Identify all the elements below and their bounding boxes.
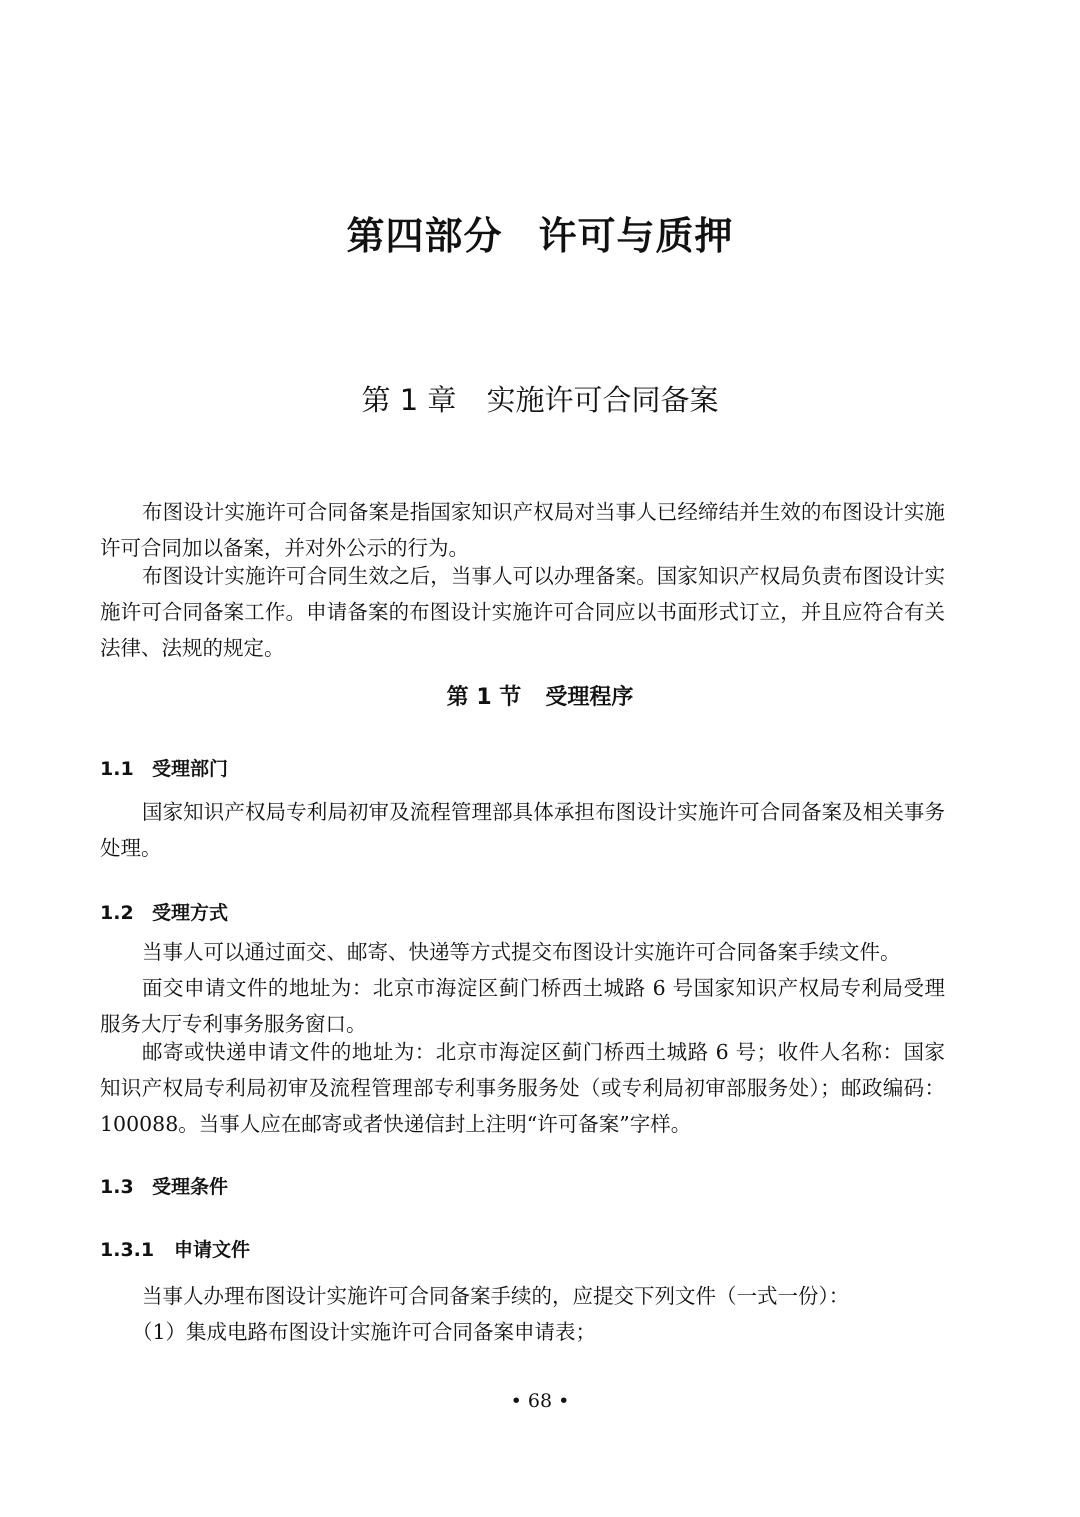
paragraph-1-3-1-1: 当事人办理布图设计实施许可合同备案手续的，应提交下列文件（一式一份）： xyxy=(142,1284,850,1308)
heading-number: 1.3.1 xyxy=(100,1239,155,1261)
heading-text: 受理方式 xyxy=(152,902,229,924)
heading-1-1 xyxy=(100,754,228,781)
chapter-title xyxy=(0,378,1080,419)
heading-number: 1.1 xyxy=(100,758,134,780)
section-title xyxy=(0,680,1080,711)
paragraph-1-2-3: 邮寄或快递申请文件的地址为：北京市海淀区蓟门桥西土城路 6 号；收件人名称：国家知识产权局专利局初审及流程管理部专利事务服务处（或专利局初审部服务处）；邮政编码：100088。当事人应在邮寄或者快递信封上注明“许可备案”字样。 xyxy=(100,1040,945,1136)
paragraph-1-2-1: 当事人可以通过面交、邮寄、快递等方式提交布图设计实施许可合同备案手续文件。 xyxy=(142,940,901,964)
heading-text: 受理条件 xyxy=(152,1176,229,1198)
heading-number: 1.3 xyxy=(100,1176,134,1198)
heading-1-3-1 xyxy=(100,1235,250,1262)
list-item: （1）集成电路布图设计实施许可合同备案申请表； xyxy=(132,1320,597,1344)
heading-number: 1.2 xyxy=(100,902,134,924)
page-number: • 68 • xyxy=(510,1390,570,1412)
heading-1-3 xyxy=(100,1172,228,1199)
heading-text: 受理部门 xyxy=(152,758,229,780)
section-label: 第 1 节 xyxy=(446,685,522,710)
intro-paragraph-1: 布图设计实施许可合同备案是指国家知识产权局对当事人已经缔结并生效的布图设计实施许可合同加以备案，并对外公示的行为。 xyxy=(100,500,945,560)
paragraph-1-2-2: 面交申请文件的地址为：北京市海淀区蓟门桥西土城路 6 号国家知识产权局专利局受理服务大厅专利事务服务窗口。 xyxy=(100,976,945,1036)
heading-text: 申请文件 xyxy=(174,1239,251,1261)
part-name: 许可与质押 xyxy=(538,213,734,258)
intro-paragraph-2: 布图设计实施许可合同生效之后，当事人可以办理备案。国家知识产权局负责布图设计实施许可合同备案工作。申请备案的布图设计实施许可合同应以书面形式订立，并且应符合有关法律、法规的规定。 xyxy=(100,564,945,660)
chapter-name: 实施许可合同备案 xyxy=(486,383,719,417)
heading-1-2 xyxy=(100,898,228,925)
section-name: 受理程序 xyxy=(545,685,634,710)
paragraph-1-1-1: 国家知识产权局专利局初审及流程管理部具体承担布图设计实施许可合同备案及相关事务处理。 xyxy=(100,800,945,860)
part-label: 第四部分 xyxy=(346,213,503,258)
chapter-label: 第 1 章 xyxy=(361,383,457,417)
part-title xyxy=(0,205,1080,260)
